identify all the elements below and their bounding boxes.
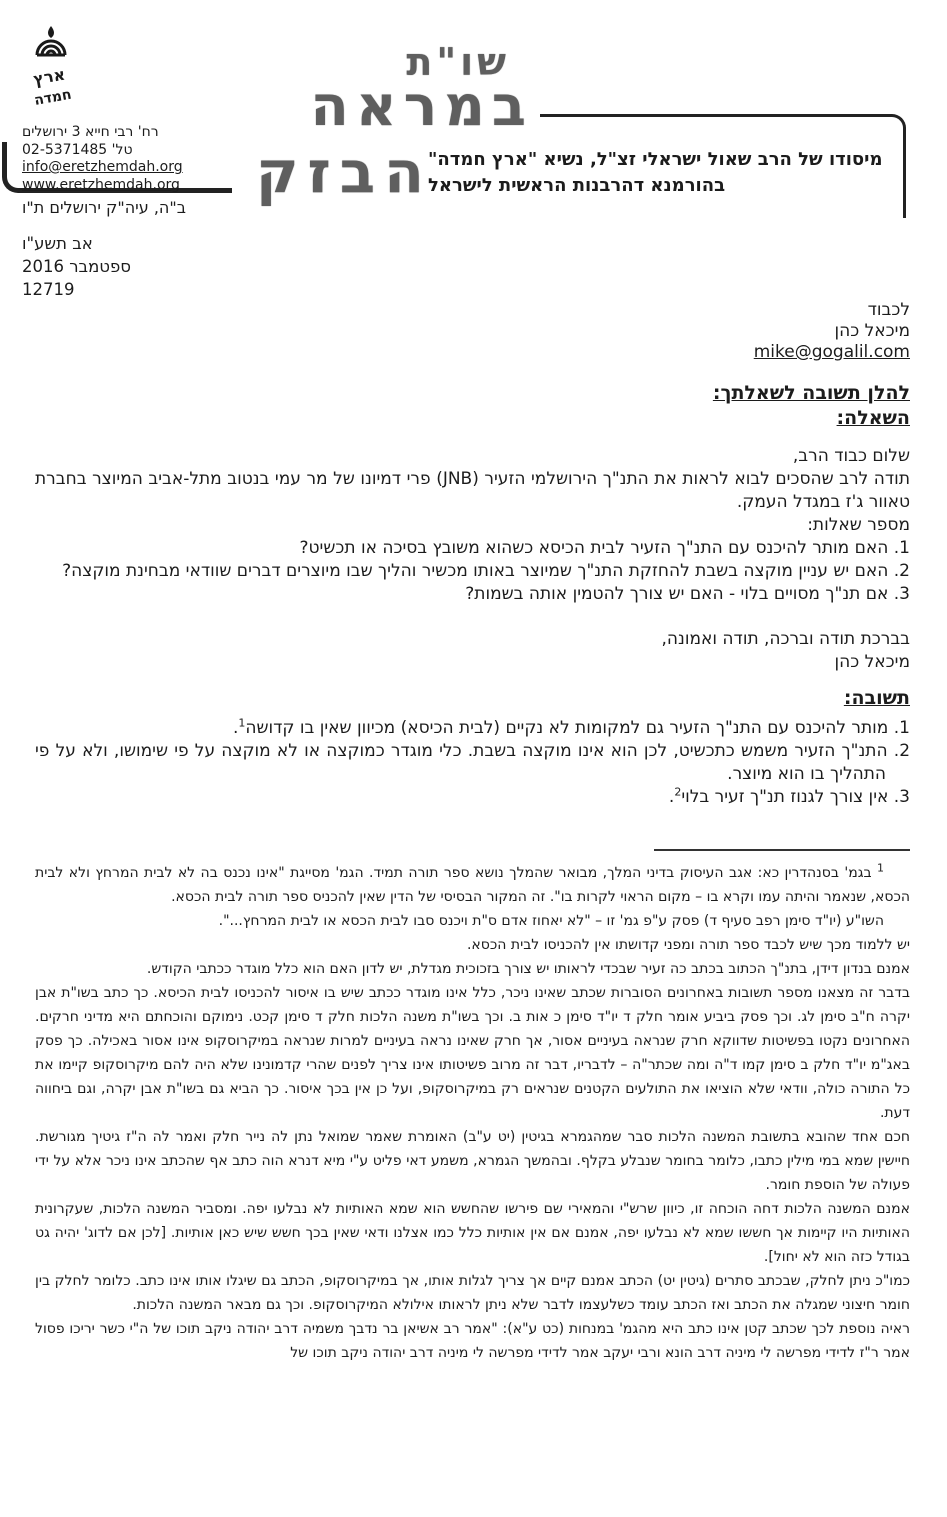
title-bemareh: במראה bbox=[310, 74, 533, 139]
question-item bbox=[35, 560, 910, 583]
salutation: לכבוד bbox=[867, 300, 910, 320]
blessing-line: ב"ה, עיה"ק ירושלים ת"ו bbox=[22, 198, 186, 217]
footnote-paragraph: חכם אחד שהובא בתשובת המשנה הלכות סבר שמהגמרא בגיטין (יט ע"ב) האומרת שאמר שמואל נתן לה נייר חלק ואמר לה ה"ז גיטיך מגורשת. חיישין שמא במי מילין כתבו, כלומר בחומר שנבלע בקלף. ובהמשך הגמרא, משמע דאי פליט ע"י מיא דנרא הוה כתב אף שהכתב אינו ניכר אלא על ידי פעולה של הוספת חומר. bbox=[35, 1129, 910, 1193]
addressee-block bbox=[35, 300, 910, 363]
answer-heading: תשובה: bbox=[843, 687, 910, 709]
answer-item: 1. מותר להיכנס עם התנ"ך הזעיר גם למקומות לא נקיים (לבית הכיסא) מכיוון שאין בו קדושה$^1$. bbox=[232, 716, 910, 738]
item-text: אם תנ"ך מסויים בלוי - האם יש צורך להטמין אותה בשמות? bbox=[465, 584, 889, 604]
footnote-ref: 2 bbox=[674, 785, 682, 799]
question-item bbox=[35, 537, 910, 560]
question-item bbox=[35, 583, 910, 606]
reference-number: 12719 bbox=[22, 280, 75, 299]
item-text: אין צורך לגנוז תנ"ך זעיר בלוי bbox=[681, 787, 889, 807]
letter-body bbox=[35, 300, 910, 1365]
item-text: מותר להיכנס עם התנ"ך הזעיר גם למקומות לא נקיים (לבית הכיסא) מכיוון שאין בו קדושה bbox=[245, 718, 889, 738]
response-intro-heading: להלן תשובה לשאלתך: bbox=[712, 382, 910, 404]
closing-blessing: בברכת תודה וברכה, תודה ואמונה, bbox=[661, 629, 910, 649]
date-block bbox=[22, 232, 131, 301]
logo-text-bottom: חמדה bbox=[33, 86, 73, 109]
addressee-email-link[interactable]: mike@gogalil.com bbox=[753, 342, 910, 362]
subtitle-block bbox=[428, 147, 908, 199]
footnote-paragraph: ראיה נוספת לכך שכתב קטן אינו כתב היא מהגמ' במנחות (כט ע"א): "אמר רב אשיאן בר נדבך משמיה דרב יהודה ניקב תוכו של ה"י כשר יריכו פסול אמר ר"ז לדידי מפרשה לי מיניה דרב הונא ורבי יעקב אמר לדידי מפרשה לי מיניה דרב יהודה ניקב תוכו של bbox=[35, 1321, 910, 1361]
item-number: 1. bbox=[893, 538, 910, 558]
footnote-paragraph: כמו"כ ניתן לחלק, שבכתב סתרים (גיטין יט) הכתב אמנם קיים אך צריך לגלות אותו, אך במיקרוסקופ, הכתב גם שיגלו אותו אינו כתב. כלומר לחלק בין חומר חיצוני שמגלה את הכתב ואז הכתב עומד כשלעצמו לדבר שלא ניתן לראותו אילולא המיקרוסקופ. וכך גם מבאר המשנה הלכות. bbox=[35, 1273, 910, 1313]
title-shut: שו"ת bbox=[406, 40, 510, 84]
footnote-paragraph: השו"ע (יו"ד סימן רפב סעיף ד) פסק ע"פ גמ' זו – "לא יאחוז אדם ס"ת ויכנס סבו לבית הכסא או לבית המרחץ...". bbox=[218, 913, 884, 929]
footnote-separator bbox=[654, 849, 910, 851]
item-number: 3. bbox=[893, 787, 910, 807]
footnotes-section bbox=[35, 861, 910, 1365]
subtitle-line-2: בהורמנא דהרבנות הראשית לישראל bbox=[428, 175, 726, 196]
eretz-hemdah-logo bbox=[26, 22, 76, 118]
org-website-link[interactable]: www.eretzhemdah.org bbox=[22, 176, 180, 193]
contact-block bbox=[22, 124, 183, 194]
subtitle-line-1: מיסודו של הרב שאול ישראלי זצ"ל, נשיא "ארץ חמדה" bbox=[428, 149, 883, 170]
footnote-paragraph: אמנם בנדון דידן, בתנ"ך הכתוב בכתב כה זעיר שבכדי לראותו יש צורך בזכוכית מגדלת, יש לדון האם הוא כלל מוגדר ככתבי הקודש. bbox=[146, 961, 910, 977]
addressee-name: מיכאל כהן bbox=[834, 321, 910, 341]
item-number: 1. bbox=[893, 718, 910, 738]
footnote-marker: 1 bbox=[877, 861, 884, 875]
hebrew-date: אב תשע"ו bbox=[22, 234, 93, 253]
phone-line: טל' 02-5371485 bbox=[22, 141, 133, 158]
item-number: 2. bbox=[893, 741, 911, 761]
question-intro: תודה לרב שהסכים לבוא לראות את התנ"ך הירושלמי הזעיר (JNB) פרי דמיונו של מר עמי בנטוב מתל-אביב המיוצר בחברת טאוור ג'ז במגדל העמק. bbox=[35, 469, 910, 512]
question-list-intro: מספר שאלות: bbox=[807, 515, 910, 535]
answer-item bbox=[35, 740, 910, 786]
footnote-paragraph: אמנם המשנה הלכות דחה הוכחה זו, כיוון שרש"י והמאירי שם פירשו שהחשש הוא שמא האותיות לא נבלעו יפה. ומסביר המשנה הלכות, שעקרונית האותיות היו קיימות אך חששו שמא לא נבלעו יפה, אמנם אם אין אותיות כלל כמו אצלנו ודאי שאין בכך חשש שיש כאן אותיות. [לכן אם לדוג' יהיה גט בגודל כזה הוא לא יחול]. bbox=[35, 1201, 910, 1265]
answer-item: 3. אין צורך לגנוז תנ"ך זעיר בלוי$^2$. bbox=[668, 785, 910, 807]
item-text: האם מותר להיכנס עם התנ"ך הזעיר לבית הכיסא כשהוא משובץ בסיכה או תכשיט? bbox=[299, 538, 889, 558]
question-heading: השאלה: bbox=[836, 407, 910, 429]
item-number: 2. bbox=[893, 561, 910, 581]
question-closing bbox=[35, 628, 910, 674]
footnote-paragraph: בדבר זה מצאנו מספר תשובות באחרונים הסוברות שכתב שאינו ניכר, כלל אינו מוגדר ככתב שיש בו איסור להכניסו לבית הכיסא. כך כתב בשו"ת אבן יקרה ח"ב סימן לג. וכך פסק ביביע אומר חלק ד יו"ד סימן כ אות ב. וכך בשו"ת משנה הלכות חלק ד סימן קכט. נימוקם והוכחתם היא מדיני חרקים. האחרונים נקטו בפשיטות שדווקא חרק שנראה בעיניים אסור, אך חרק שאינו נראה בעיניים למרות שנראה במיקרוסקופ אינו אסור באכילה. כך פסק באג"מ יו"ד חלק ב סימן קמו ד"ה ומה שכתר"ה – לדבריו, דבר זה מרוב פשיטותו אינו צריך לפנים שהרי קדמונינו שלא היה להם מיקרוסקופ קיימו את כל התורה כולה, וודאי שלא הוציאו את התולעים הקטנים שנראים רק במיקרוסקופ, ועל כן אין בכך איסור. כך הביא גם בשו"ת אבן יקרה, וגם ביחווה דעת. bbox=[35, 985, 910, 1121]
item-number: 3. bbox=[893, 584, 910, 604]
question-greeting: שלום כבוד הרב, bbox=[792, 446, 910, 466]
item-text: האם יש עניין מוקצה בשבת להחזקת התנ"ך שמיוצר באותו מכשיר והליך שבו מיוצרים דברים שוודאי מבחינת מוקצה? bbox=[62, 561, 889, 581]
item-text: התנ"ך הזעיר משמש כתכשיט, לכן הוא אינו מוקצה בשבת. כלי מוגדר כמוקצה או לא מוקצה על פי שימושו, ולא על פי התהליך בו הוא מיוצר. bbox=[35, 741, 888, 784]
gregorian-date: ספטמבר 2016 bbox=[22, 257, 132, 276]
footnote-ref: 1 bbox=[238, 716, 246, 730]
closing-signature: מיכאל כהן bbox=[834, 652, 910, 672]
footnote-paragraph: $^1$ בגמ' בסנהדרין כא: אגב העיסוק בדיני המלך, מבואר שהמלך נושא ספר תורה תמיד. הגמ' מסייגת "אינו נכנס בה לא לבית המרחץ ולא לבית הכסא, שנאמר והיתה עמו וקרא בו – מקום הראוי לקרות בו". זה המקור הבסיסי של הדין שאין להכניס ספר תורה לבית הכסא. bbox=[35, 861, 910, 905]
footnote-paragraph: יש ללמוד מכך שיש לכבד ספר תורה ומפני קדושתו אין להכניסו לבית הכסא. bbox=[466, 937, 910, 953]
question-section bbox=[35, 445, 910, 606]
org-email-link[interactable]: info@eretzhemdah.org bbox=[22, 159, 183, 175]
address-line: רח' רבי חייא 3 ירושלים bbox=[22, 124, 159, 140]
logo-text-top: ארץ bbox=[31, 64, 67, 89]
answer-section bbox=[35, 717, 910, 809]
title-habazak: הבזק bbox=[255, 138, 433, 206]
